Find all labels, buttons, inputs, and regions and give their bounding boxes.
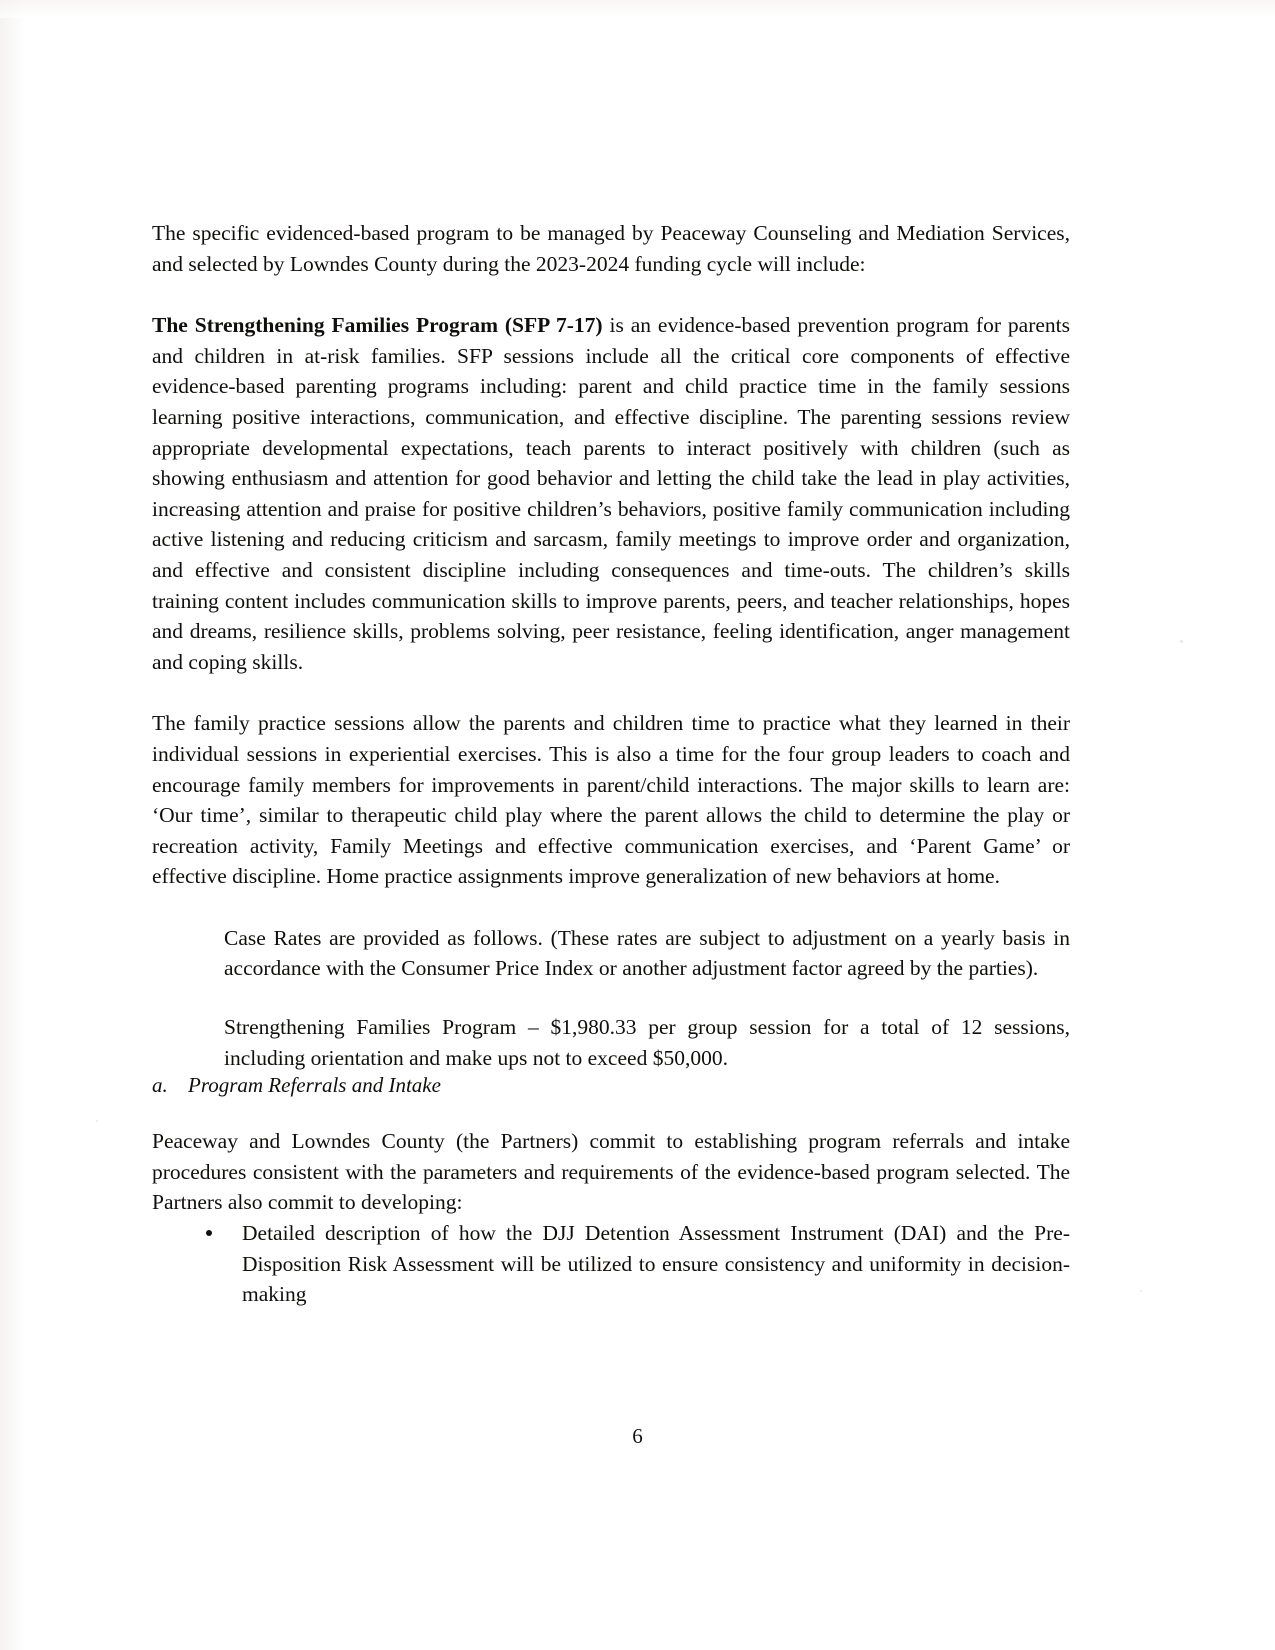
page-content bbox=[152, 218, 1070, 1310]
section-title: Program Referrals and Intake bbox=[188, 1073, 441, 1098]
sfp-program-lead-in: The Strengthening Families Program (SFP 7-17) bbox=[152, 313, 603, 338]
scan-speckle bbox=[1140, 1290, 1142, 1292]
scan-speckle bbox=[96, 1120, 98, 1122]
paragraph-pricing: Strengthening Families Program – $1,980.33 per group session for a total of 12 sessions, including orientation and make ups not to exceed $50,000. bbox=[224, 1015, 1070, 1070]
page-number: 6 bbox=[632, 1424, 643, 1448]
list-item bbox=[196, 1218, 1070, 1310]
paragraph-family-practice: The family practice sessions allow the parents and children time to practice what they learned in their individual sessions in experiential exercises. This is also a time for the four group leaders to coach and encourage family members for improvements in parent/child interactions. The major skills to learn are: ‘Our time’, similar to therapeutic child play where the parent allows the child to determine the play or recreation activity, Family Meetings and effective communication exercises, and ‘Parent Game’ or effective discipline. Home practice assignments improve generalization of new behaviors at home. bbox=[152, 711, 1070, 889]
paragraph-sfp-description bbox=[152, 310, 1070, 677]
scan-speckle bbox=[1180, 640, 1183, 643]
bullet-list-commitments bbox=[196, 1218, 1070, 1310]
scan-edge-top bbox=[0, 0, 1275, 18]
list-item-text: Detailed description of how the DJJ Detention Assessment Instrument (DAI) and the Pre-Disposition Risk Assessment will be utilized to ensure consistency and uniformity in decision-making bbox=[242, 1221, 1070, 1307]
bullet-dot-icon bbox=[206, 1230, 212, 1236]
paragraph-case-rates: Case Rates are provided as follows. (These rates are subject to adjustment on a yearly basis in accordance with the Consumer Price Index or another adjustment factor agreed by the parties). bbox=[224, 925, 1070, 981]
scan-edge-left bbox=[0, 0, 26, 1650]
sfp-program-body: is an evidence-based prevention program for parents and children in at-risk families. SFP sessions include all the critical core components of effective evidence-based parenting programs including: parent and child practice time in the family sessions learning positive interactions, communication, and effective discipline. The parenting sessions review appropriate developmental expectations, teach parents to interact positively with children (such as showing enthusiasm and attention for good behavior and letting the child take the lead in play activities, increasing attention and praise for positive children’s behaviors, positive family communication including active listening and reducing criticism and sarcasm, family meetings to improve order and organization, and effective and consistent discipline including consequences and time-outs. The children’s skills training content includes communication skills to improve parents, peers, and teacher relationships, hopes and dreams, resilience skills, problems solving, peer resistance, feeling identification, anger management and coping skills. bbox=[152, 313, 1070, 674]
section-heading-program-referrals bbox=[152, 1073, 1070, 1098]
paragraph-referrals-intro: Peaceway and Lowndes County (the Partners) commit to establishing program referrals and intake procedures consistent with the parameters and requirements of the evidence-based program selected. The Partners also commit to developing: bbox=[152, 1129, 1070, 1215]
paragraph-intro: The specific evidenced-based program to be managed by Peaceway Counseling and Mediation Services, and selected by Lowndes County during the 2023-2024 funding cycle will include: bbox=[152, 221, 1070, 276]
section-marker: a. bbox=[152, 1073, 168, 1098]
